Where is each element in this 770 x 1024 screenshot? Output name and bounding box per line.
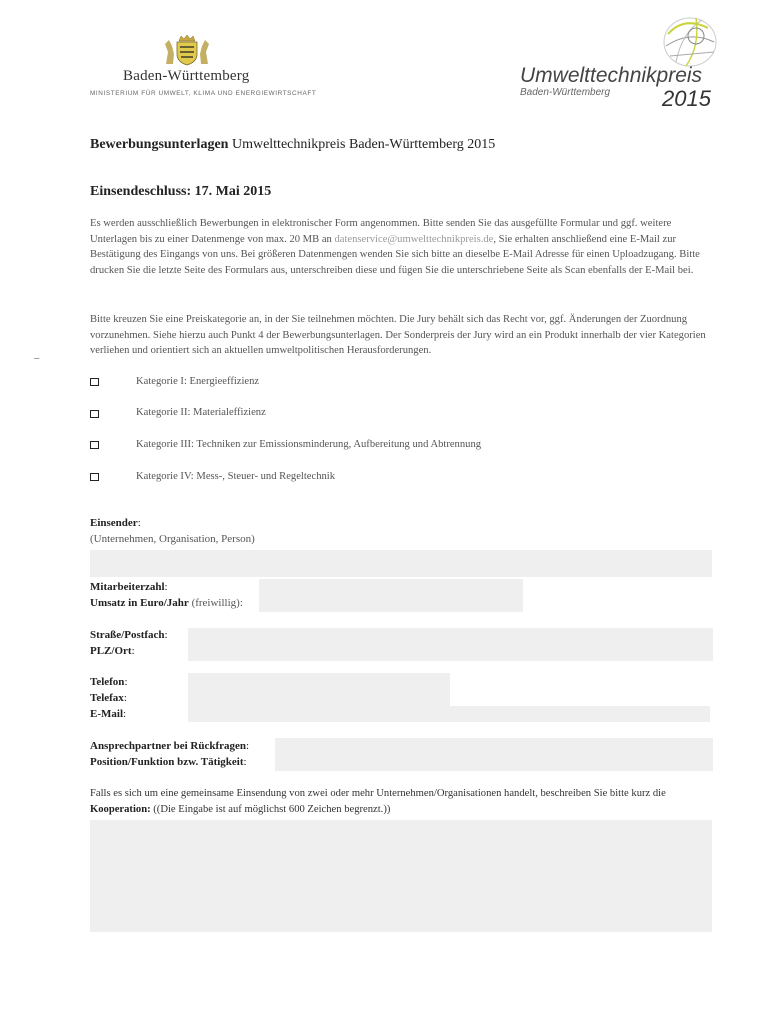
address-field[interactable] xyxy=(188,628,713,661)
umsatz-hint: (freiwillig): xyxy=(188,597,243,609)
einsender-label-text: Einsender xyxy=(90,517,138,529)
ansprech-label-text: Ansprechpartner bei Rückfragen xyxy=(90,740,247,752)
telefax-colon: : xyxy=(123,692,127,704)
category-2-label: Kategorie II: Materialeffizienz xyxy=(136,407,266,418)
mitarbeiter-label xyxy=(90,580,168,596)
category-3-label: Kategorie III: Techniken zur Emissionsminderung, Aufbereitung und Abtrennung xyxy=(136,439,482,450)
document-title-rest: Umwelttechnikpreis Baden-Württemberg 2015 xyxy=(228,137,496,152)
mitarbeiter-label-text: Mitarbeiterzahl xyxy=(90,581,165,593)
document-title-bold: Bewerbungsunterlagen xyxy=(90,137,229,152)
email-colon: : xyxy=(123,708,127,720)
ansprech-colon: : xyxy=(246,740,250,752)
strasse-colon: : xyxy=(164,629,168,641)
kooperation-field[interactable] xyxy=(90,820,712,932)
einsender-field[interactable] xyxy=(90,550,712,577)
umsatz-label-text: Umsatz in Euro/Jahr xyxy=(90,597,189,609)
category-1-label: Kategorie I: Energieeffizienz xyxy=(136,376,260,387)
telefon-label xyxy=(90,675,128,691)
kooperation-bold: Kooperation: xyxy=(90,803,151,815)
telefax-label-text: Telefax xyxy=(90,692,124,704)
email-field[interactable] xyxy=(188,706,710,722)
position-colon: : xyxy=(243,756,247,768)
intro-paragraph-2 xyxy=(90,312,715,359)
category-3-checkbox[interactable] xyxy=(90,441,99,449)
telefax-label xyxy=(90,691,127,707)
position-label xyxy=(90,755,247,771)
kooperation-text-b: ((Die Eingabe ist auf möglichst 600 Zeichen begrenzt.)) xyxy=(150,803,391,815)
strasse-label-text: Straße/Postfach xyxy=(90,629,165,641)
position-label-text: Position/Funktion bzw. Tätigkeit xyxy=(90,756,244,768)
telefon-label-text: Telefon xyxy=(90,676,125,688)
category-4-checkbox[interactable] xyxy=(90,473,99,481)
plz-label-text: PLZ/Ort xyxy=(90,645,132,657)
prize-title: Umwelttechnikpreis xyxy=(520,64,703,87)
category-2-checkbox[interactable] xyxy=(90,410,99,418)
kooperation-paragraph xyxy=(90,786,715,817)
margin-mark: – xyxy=(34,353,40,364)
category-4-label: Kategorie IV: Mess-, Steuer- und Regeltechnik xyxy=(136,471,336,482)
intro-text-a: Es werden ausschließlich Bewerbungen in elektronischer Form angenommen. Bitte senden Sie das ausgefüllte Formular und ggf. weitere Unterlagen bis zu einer Datenmenge von max. 20 MB an xyxy=(90,218,672,245)
ministry-name: Baden-Württemberg xyxy=(123,68,250,84)
telefon-telefax-field[interactable] xyxy=(188,673,450,706)
coat-of-arms-logo xyxy=(160,34,214,68)
plz-label xyxy=(90,644,135,660)
intro-paragraph-1 xyxy=(90,216,715,278)
ansprech-field[interactable] xyxy=(275,738,713,771)
mitarbeiter-colon: : xyxy=(164,581,168,593)
intro-text-b: , Sie erhalten anschließend eine E-Mail zur Bestätigung des Eingangs von uns. Bei größeren Datenmengen wenden Sie sich bitte an dieselbe E-Mail Adresse für einen Uploadzugang. Bitte drucken Sie die letzte Seite des Formulars aus, unterschreiben diese und fügen Sie die unterschriebene Seite als Scan ebenfalls der E-Mail bei. xyxy=(90,233,700,276)
plz-colon: : xyxy=(131,645,135,657)
strasse-label xyxy=(90,628,168,644)
einsender-label xyxy=(90,516,141,532)
telefon-colon: : xyxy=(124,676,128,688)
category-1-checkbox[interactable] xyxy=(90,378,99,386)
einsender-hint xyxy=(90,532,255,548)
kooperation-text-a: Falls es sich um eine gemeinsame Einsendung von zwei oder mehr Unternehmen/Organisationen handelt, beschreiben Sie bitte kurz die xyxy=(90,788,666,799)
umsatz-label xyxy=(90,596,243,612)
deadline-text: Einsendeschluss: 17. Mai 2015 xyxy=(90,184,272,199)
ministry-subtitle: MINISTERIUM FÜR UMWELT, KLIMA UND ENERGIEWIRTSCHAFT xyxy=(90,90,317,97)
prize-year: 2015 xyxy=(662,86,711,111)
email-label-text: E-Mail xyxy=(90,708,123,720)
einsender-hint-text: (Unternehmen, Organisation, Person) xyxy=(90,533,255,545)
email-label xyxy=(90,707,126,723)
document-title xyxy=(90,137,495,153)
prize-globe-logo xyxy=(656,12,720,68)
prize-subtitle: Baden-Württemberg xyxy=(520,87,611,98)
deadline xyxy=(90,184,271,200)
email-link[interactable]: datenservice@umwelttechnikpreis.de xyxy=(334,233,494,245)
intro-text-2: Bitte kreuzen Sie eine Preiskategorie an, in der Sie teilnehmen möchten. Die Jury behält sich das Recht vor, ggf. Änderungen der Zuordnung vorzunehmen. Siehe hierzu auch Punkt 4 der Bewerbungsunterlagen. Der Sonderpreis der Jury wird an ein Produkt innerhalb der vier Kategorien verliehen und orientiert sich an aktuellen umweltpolitischen Herausforderungen. xyxy=(90,314,706,356)
mitarbeiter-umsatz-field[interactable] xyxy=(259,579,523,612)
ansprech-label xyxy=(90,739,249,755)
einsender-colon: : xyxy=(137,517,141,529)
